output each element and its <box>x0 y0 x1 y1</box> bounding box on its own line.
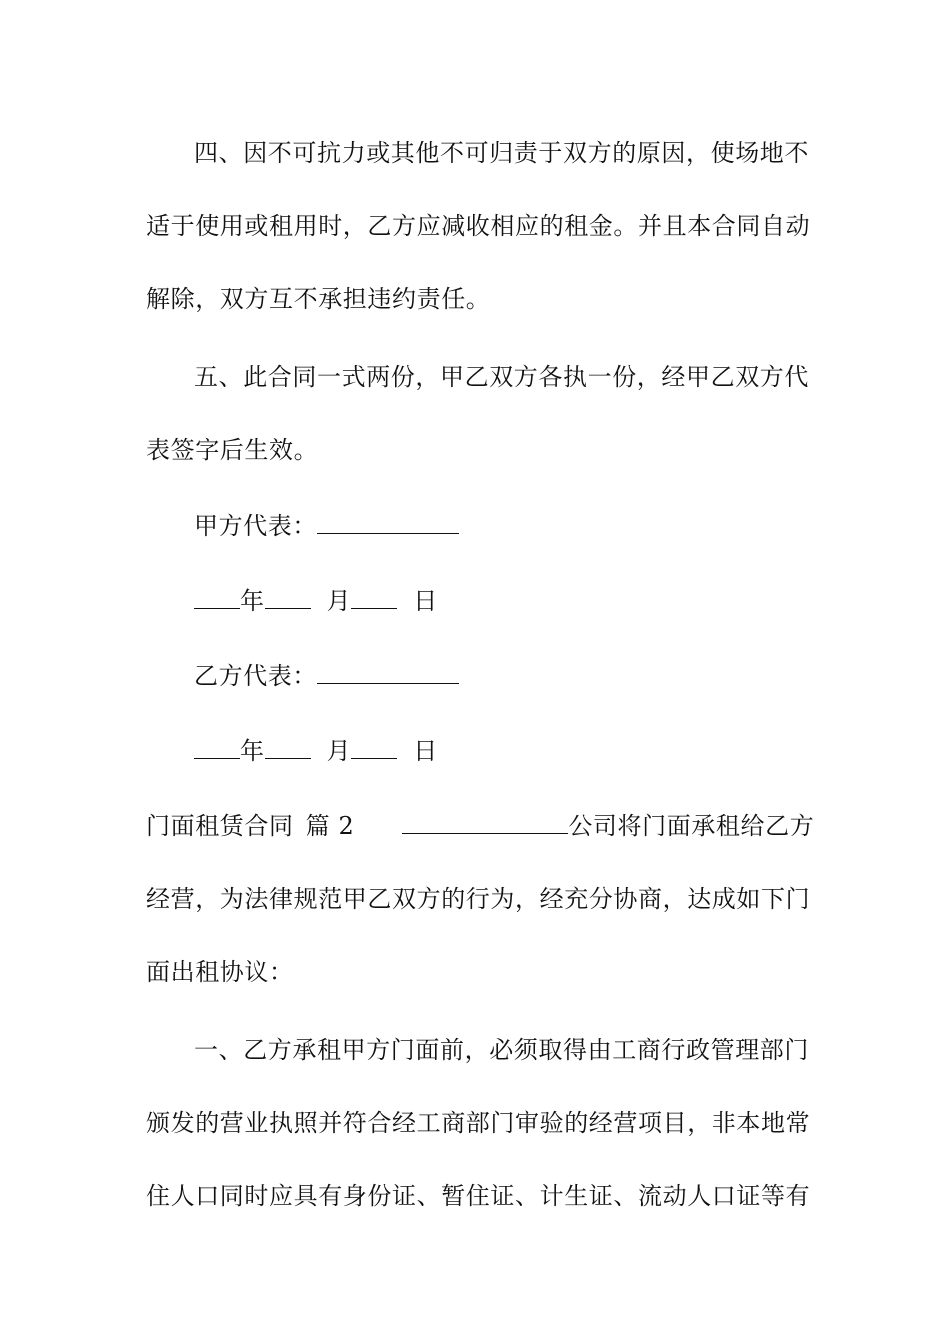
clause-4-line-3: 解除，双方互不承担违约责任。 <box>146 285 491 313</box>
clause-5-line-2: 表签字后生效。 <box>146 436 319 464</box>
year-label: 年 <box>240 737 265 765</box>
signature-b-blank <box>317 661 459 684</box>
clause-1-line-1: 一、乙方承租甲方门面前，必须取得由工商行政管理部门 <box>194 1036 809 1064</box>
clause-4-line-2: 适于使用或租用时，乙方应减收相应的租金。并且本合同自动 <box>146 212 811 240</box>
month-blank <box>265 586 311 609</box>
signature-a-date <box>194 586 806 616</box>
month-blank <box>265 736 311 759</box>
clause-5-line-1: 五、此合同一式两份，甲乙双方各执一份，经甲乙双方代 <box>194 363 809 391</box>
signature-a-row <box>194 511 806 541</box>
day-label: 日 <box>413 587 438 615</box>
clause-1-line-3: 住人口同时应具有身份证、暂住证、计生证、流动人口证等有 <box>146 1182 811 1210</box>
month-label: 月 <box>326 587 352 615</box>
signature-b-date <box>194 736 806 766</box>
year-blank <box>194 736 240 759</box>
day-blank <box>351 736 397 759</box>
section-2-line-3: 面出租协议： <box>146 958 294 986</box>
day-blank <box>351 586 397 609</box>
year-label: 年 <box>240 587 265 615</box>
section-2-heading-line <box>146 811 815 841</box>
section-2-part: 篇 2 <box>305 812 355 840</box>
day-label: 日 <box>413 737 438 765</box>
signature-b-row <box>194 661 806 691</box>
section-2-line-2: 经营，为法律规范甲乙双方的行为，经充分协商，达成如下门 <box>146 885 811 913</box>
clause-4-line-1: 四、因不可抗力或其他不可归责于双方的原因，使场地不 <box>194 139 809 167</box>
signature-b-label: 乙方代表： <box>194 662 317 690</box>
signature-a-blank <box>317 511 459 534</box>
company-name-blank <box>402 811 568 834</box>
clause-1-line-2: 颁发的营业执照并符合经工商部门审验的经营项目，非本地常 <box>146 1109 811 1137</box>
section-2-intro-tail: 公司将门面承租给乙方 <box>568 812 815 840</box>
section-2-title: 门面租赁合同 <box>146 812 294 840</box>
signature-a-label: 甲方代表： <box>194 512 317 540</box>
year-blank <box>194 586 240 609</box>
month-label: 月 <box>326 737 352 765</box>
